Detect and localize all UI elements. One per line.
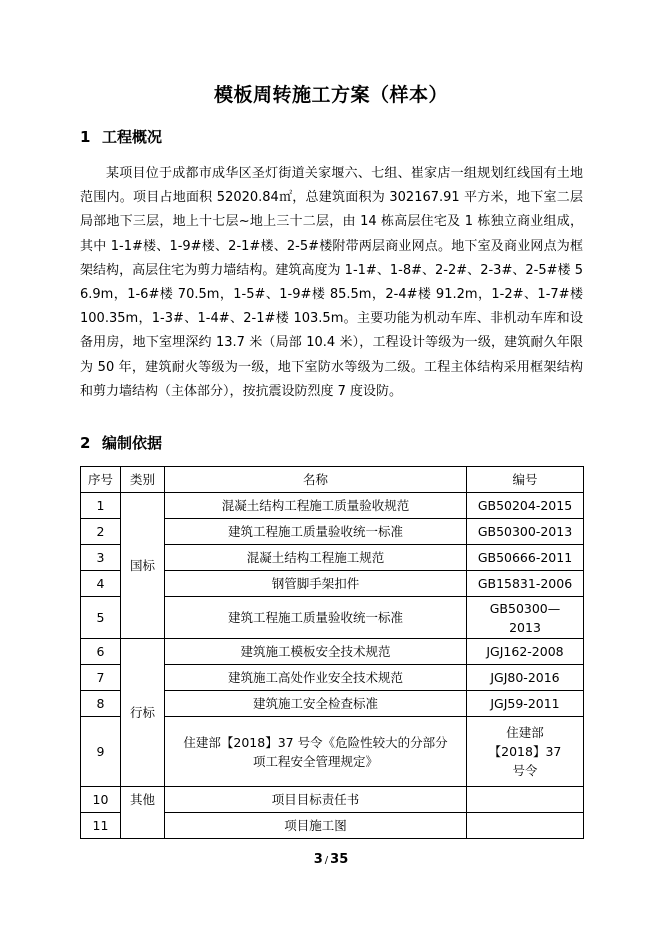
row-code: GB15831-2006 xyxy=(467,571,584,597)
page-separator: / xyxy=(324,855,329,866)
row-code: GB50666-2011 xyxy=(467,545,584,571)
row-seq: 4 xyxy=(81,571,121,597)
row-name: 混凝土结构工程施工规范 xyxy=(165,545,467,571)
row-code xyxy=(467,813,584,839)
row-code: JGJ80-2016 xyxy=(467,665,584,691)
row-seq: 2 xyxy=(81,519,121,545)
row-seq: 7 xyxy=(81,665,121,691)
section-heading-overview xyxy=(80,126,162,147)
basis-table xyxy=(80,466,584,839)
category-industry: 行标 xyxy=(121,639,165,787)
row-seq: 8 xyxy=(81,691,121,717)
overview-paragraph: 某项目位于成都市成华区圣灯街道关家堰六、七组、崔家店一组规划红线国有土地范围内。项目占地面积 52020.84㎡，总建筑面积为 302167.91 平方米，地下室二层局部地下三层，地上十七层~地上三十二层，由 14 栋高层住宅及 1 栋独立商业组成，其中 1-1#楼、1-9#楼、2-1#楼、2-5#楼附带两层商业网点。地下室及商业网点为框架结构，高层住宅为剪力墙结构。建筑高度为 1-1#、1-8#、2-2#、2-3#、2-5#楼 56.9m，1-6#楼 70.5m，1-5#、1-9#楼 85.5m，2-4#楼 91.2m，1-2#、1-7#楼 100.35m，1-3#、1-4#、2-1#楼 103.5m。主要功能为机动车库、非机动车库和设备用房，地下室埋深约 13.7 米（局部 10.4 米），工程设计等级为一级，建筑耐久年限为 50 年，建筑耐火等级为一级，地下室防水等级为二级。工程主体结构采用框架结构和剪力墙结构（主体部分），按抗震设防烈度 7 度设防。 xyxy=(80,166,583,399)
row-seq: 6 xyxy=(81,639,121,665)
row-code: GB50300—2013 xyxy=(467,597,584,639)
row-seq: 9 xyxy=(81,717,121,787)
row-name: 钢管脚手架扣件 xyxy=(165,571,467,597)
table-row xyxy=(81,493,584,519)
table-header-row xyxy=(81,467,584,493)
row-name: 建筑施工安全检查标准 xyxy=(165,691,467,717)
row-code: GB50204-2015 xyxy=(467,493,584,519)
row-code: 住建部【2018】37 号令 xyxy=(467,717,584,787)
row-name: 建筑工程施工质量验收统一标准 xyxy=(165,597,467,639)
table-row xyxy=(81,787,584,813)
row-name: 建筑施工模板安全技术规范 xyxy=(165,639,467,665)
document-title: 模板周转施工方案（样本） xyxy=(213,84,448,106)
row-name: 建筑施工高处作业安全技术规范 xyxy=(165,665,467,691)
page-total: 35 xyxy=(330,852,349,867)
section-title: 编制依据 xyxy=(102,434,163,452)
header-seq: 序号 xyxy=(81,467,121,493)
row-code: JGJ59-2011 xyxy=(467,691,584,717)
section-title: 工程概况 xyxy=(102,128,163,146)
category-other: 其他 xyxy=(121,787,165,839)
header-category: 类别 xyxy=(121,467,165,493)
row-seq: 11 xyxy=(81,813,121,839)
row-name: 建筑工程施工质量验收统一标准 xyxy=(165,519,467,545)
row-seq: 3 xyxy=(81,545,121,571)
row-name: 住建部【2018】37 号令《危险性较大的分部分项工程安全管理规定》 xyxy=(165,717,467,787)
category-national: 国标 xyxy=(121,493,165,639)
row-seq: 5 xyxy=(81,597,121,639)
section-number: 2 xyxy=(80,434,91,452)
section-heading-basis xyxy=(80,432,162,453)
section-number: 1 xyxy=(80,128,91,146)
row-seq: 1 xyxy=(81,493,121,519)
row-code xyxy=(467,787,584,813)
row-seq: 10 xyxy=(81,787,121,813)
page-number xyxy=(0,852,662,867)
header-code: 编号 xyxy=(467,467,584,493)
row-code: JGJ162-2008 xyxy=(467,639,584,665)
row-name: 项目施工图 xyxy=(165,813,467,839)
row-name: 项目目标责任书 xyxy=(165,787,467,813)
header-name: 名称 xyxy=(165,467,467,493)
page-current: 3 xyxy=(313,852,323,867)
table-row xyxy=(81,639,584,665)
row-name: 混凝土结构工程施工质量验收规范 xyxy=(165,493,467,519)
row-code: GB50300-2013 xyxy=(467,519,584,545)
